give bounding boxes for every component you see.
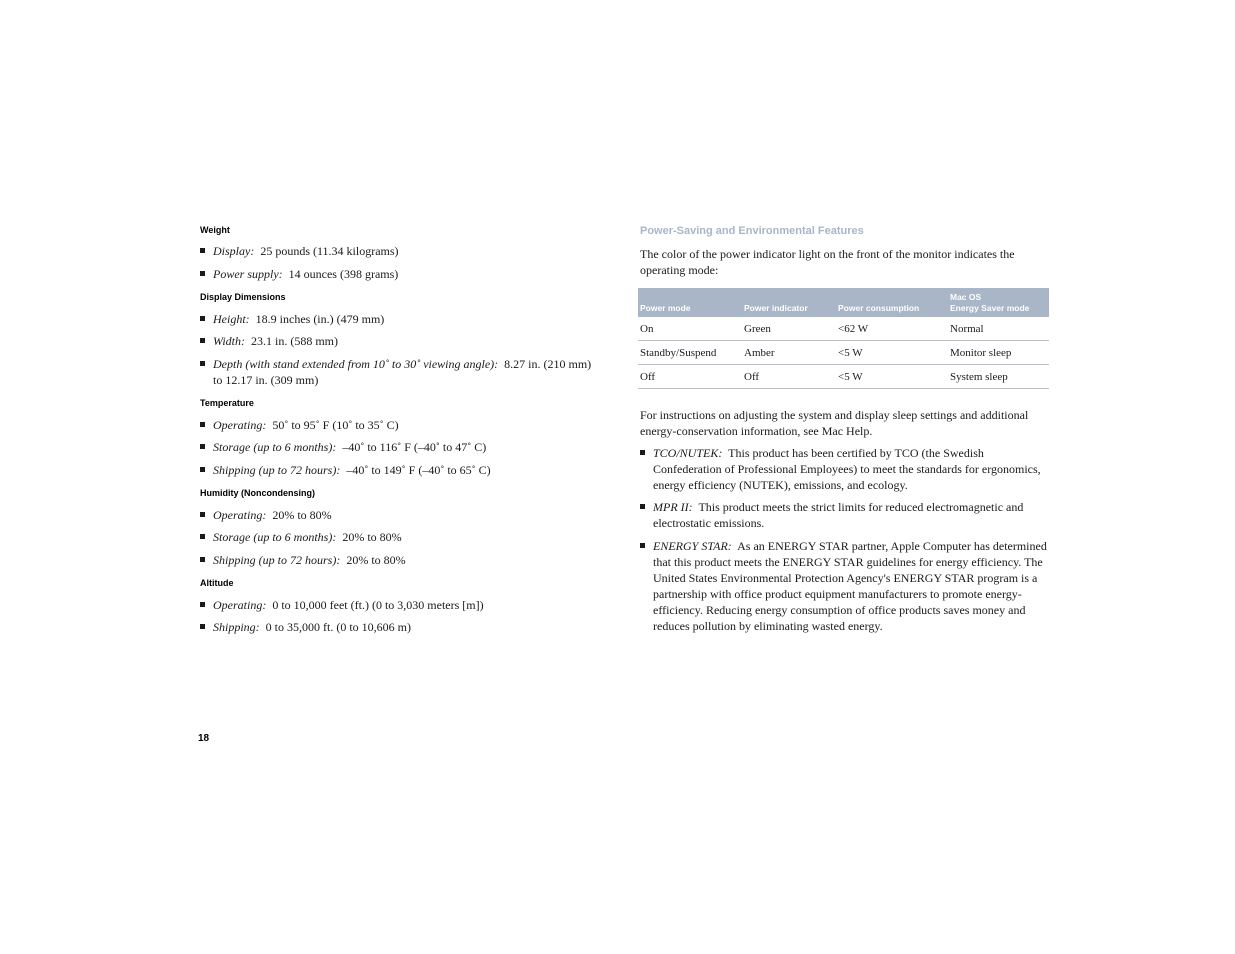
item-label: Shipping (up to 72 hours):: [213, 553, 341, 567]
table-cell: Amber: [742, 341, 836, 365]
table-cell: <62 W: [836, 317, 948, 341]
item-label: Width:: [213, 334, 245, 348]
list-item: [200, 507, 600, 523]
list-item: [200, 439, 600, 455]
bullet-square-icon: [200, 624, 205, 629]
column-header: Power mode: [638, 288, 742, 317]
item-label: Power supply:: [213, 267, 283, 281]
header-line: Mac OS: [950, 292, 982, 302]
bullet-square-icon: [200, 557, 205, 562]
list-item: [200, 462, 600, 478]
item-label: Shipping (up to 72 hours):: [213, 463, 341, 477]
list-item: [640, 499, 1050, 531]
item-label: MPR II:: [653, 500, 693, 514]
item-label: Operating:: [213, 508, 267, 522]
bullet-square-icon: [200, 534, 205, 539]
list-item: [200, 333, 600, 349]
item-value: 20% to 80%: [346, 553, 406, 567]
item-value: –40˚ to 116˚ F (–40˚ to 47˚ C): [342, 440, 487, 454]
item-label: Operating:: [213, 598, 267, 612]
bullet-square-icon: [200, 444, 205, 449]
table-cell: Off: [638, 365, 742, 389]
list-item: [640, 538, 1050, 634]
item-value: 20% to 80%: [342, 530, 402, 544]
item-label: ENERGY STAR:: [653, 539, 732, 553]
bullet-square-icon: [200, 316, 205, 321]
table-row: [638, 365, 1049, 389]
column-header: Power indicator: [742, 288, 836, 317]
table-row: [638, 317, 1049, 341]
item-value: 0 to 35,000 ft. (0 to 10,606 m): [265, 620, 411, 634]
item-label: Storage (up to 6 months):: [213, 440, 337, 454]
table-cell: On: [638, 317, 742, 341]
item-value: 23.1 in. (588 mm): [251, 334, 338, 348]
table-cell: <5 W: [836, 341, 948, 365]
item-label: Shipping:: [213, 620, 260, 634]
item-label: Display:: [213, 244, 255, 258]
bullet-square-icon: [200, 512, 205, 517]
bullet-square-icon: [200, 361, 205, 366]
table-cell: Normal: [948, 317, 1049, 341]
item-value: 0 to 10,000 feet (ft.) (0 to 3,030 meters [m]): [272, 598, 484, 612]
table-cell: Green: [742, 317, 836, 341]
list-item: [200, 552, 600, 568]
list-item: [200, 529, 600, 545]
item-value: 25 pounds (11.34 kilograms): [260, 244, 399, 258]
instructions-paragraph: For instructions on adjusting the system and display sleep settings and additional energy-conservation information, see Mac Help.: [640, 408, 1029, 438]
list-item: [200, 619, 600, 635]
list-item: [200, 311, 600, 327]
list-item: [200, 597, 600, 613]
table-cell: Off: [742, 365, 836, 389]
item-value: –40˚ to 149˚ F (–40˚ to 65˚ C): [346, 463, 491, 477]
bullet-square-icon: [200, 467, 205, 472]
bullet-square-icon: [200, 271, 205, 276]
section-title: Power-Saving and Environmental Features: [640, 225, 864, 237]
list-item: [640, 445, 1050, 493]
table-cell: System sleep: [948, 365, 1049, 389]
bullet-square-icon: [640, 450, 645, 455]
item-label: Operating:: [213, 418, 267, 432]
weight-heading: Weight: [200, 225, 230, 235]
bullet-square-icon: [640, 543, 645, 548]
altitude-heading: Altitude: [200, 578, 234, 588]
item-label: Height:: [213, 312, 250, 326]
list-item: [200, 243, 600, 259]
header-line: Energy Saver mode: [950, 303, 1030, 313]
bullet-square-icon: [200, 602, 205, 607]
temperature-heading: Temperature: [200, 398, 254, 408]
table-row: [638, 341, 1049, 365]
humidity-heading: Humidity (Noncondensing): [200, 488, 315, 498]
list-item: [200, 417, 600, 433]
table-header-row: [638, 288, 1049, 317]
item-value: 20% to 80%: [272, 508, 332, 522]
item-value: 18.9 inches (in.) (479 mm): [255, 312, 385, 326]
list-item: [200, 356, 600, 388]
bullet-square-icon: [200, 338, 205, 343]
item-value: This product has been certified by TCO (the Swedish Confederation of Professional Employees) to meet the standards for ergonomics, energy efficiency (NUTEK), emissions, and ecology.: [653, 446, 1041, 492]
bullet-square-icon: [200, 248, 205, 253]
display-dimensions-heading: Display Dimensions: [200, 292, 286, 302]
page-number: 18: [198, 733, 210, 744]
item-value: This product meets the strict limits for reduced electromagnetic and electrostatic emissions.: [653, 500, 1024, 530]
bullet-square-icon: [200, 422, 205, 427]
list-item: [200, 266, 600, 282]
item-label: Storage (up to 6 months):: [213, 530, 337, 544]
item-value: 50˚ to 95˚ F (10˚ to 35˚ C): [272, 418, 399, 432]
intro-paragraph: The color of the power indicator light on the front of the monitor indicates the operating mode:: [640, 247, 1015, 277]
power-mode-table: [638, 288, 1049, 389]
item-value: 8.27 in. (210 mm) to 12.17 in. (309 mm): [213, 357, 592, 387]
item-label: TCO/NUTEK:: [653, 446, 723, 460]
table-cell: <5 W: [836, 365, 948, 389]
item-value: 14 ounces (398 grams): [288, 267, 399, 281]
table-cell: Monitor sleep: [948, 341, 1049, 365]
table-cell: Standby/Suspend: [638, 341, 742, 365]
column-header: [948, 288, 1049, 317]
item-value: As an ENERGY STAR partner, Apple Computer has determined that this product meets the ENERGY STAR guidelines for energy efficiency. The United States Environmental Protection Agency's ENERGY STAR program is a partnership with office product equipment manufacturers to promote energy-efficiency. Reducing energy consumption of office products saves money and reduces pollution by eliminating wasted energy.: [653, 539, 1047, 633]
bullet-square-icon: [640, 504, 645, 509]
column-header: Power consumption: [836, 288, 948, 317]
item-label: Depth (with stand extended from 10˚ to 30˚ viewing angle):: [213, 357, 499, 371]
